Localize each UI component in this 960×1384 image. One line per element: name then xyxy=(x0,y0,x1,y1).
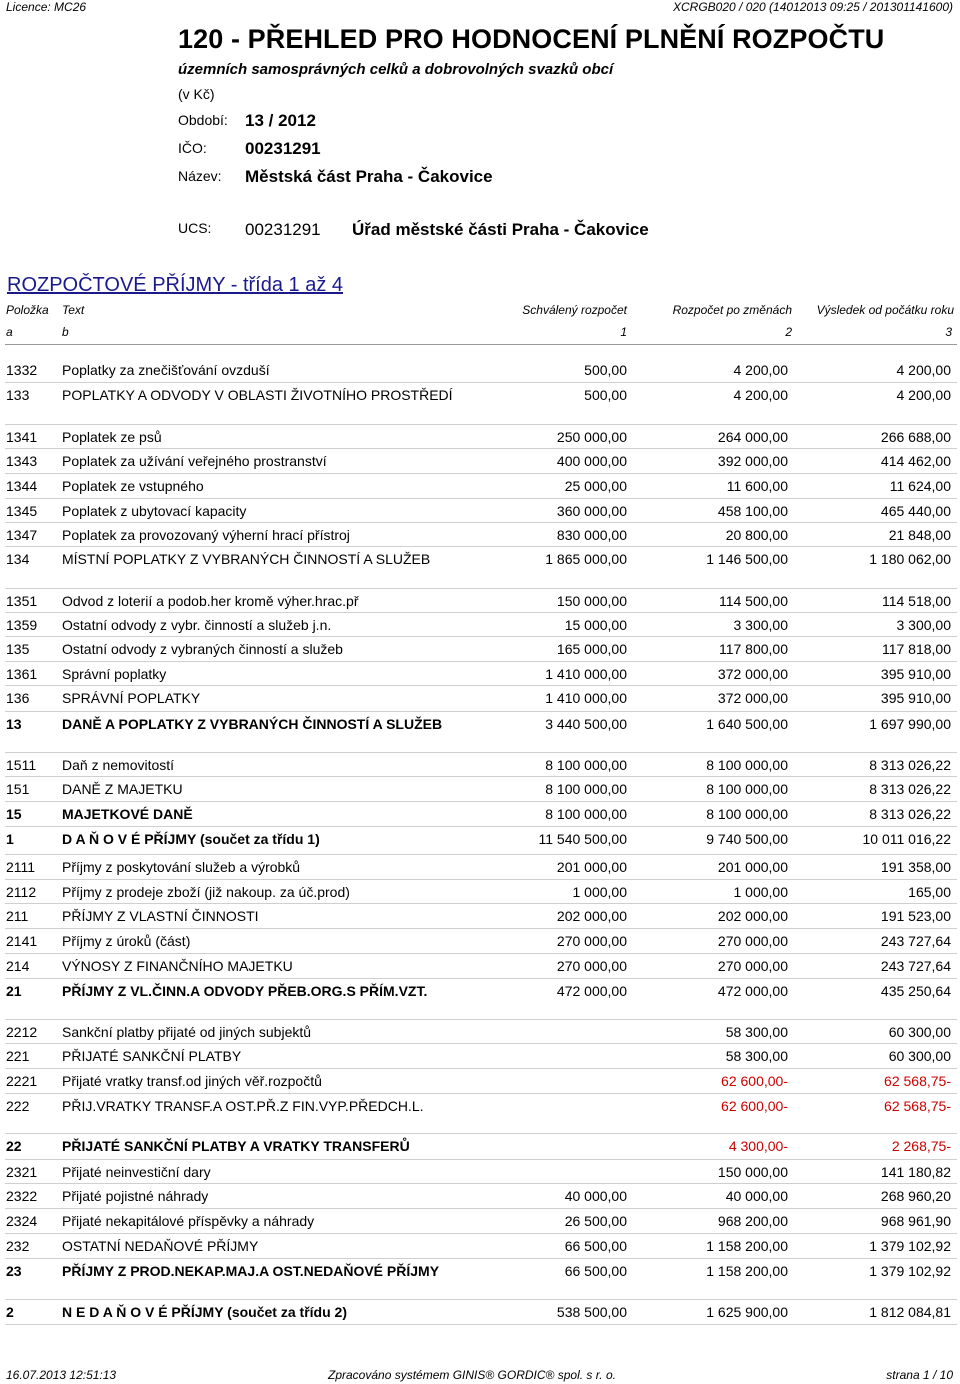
row-divider xyxy=(5,953,957,954)
footer-system: Zpracováno systémem GINIS® GORDIC® spol. s r. o. xyxy=(328,1368,616,1382)
row-result: 243 727,64 xyxy=(880,958,951,974)
row-code: 1345 xyxy=(6,503,38,519)
row-divider xyxy=(5,661,957,662)
row-adjusted: 4 300,00- xyxy=(728,1138,788,1154)
row-divider xyxy=(5,473,957,474)
row-divider xyxy=(5,1258,957,1259)
row-approved: 472 000,00 xyxy=(556,983,627,999)
row-text: Přijaté neinvestiční dary xyxy=(62,1164,211,1180)
row-text: PŘÍJMY Z PROD.NEKAP.MAJ.A OST.NEDAŇOVÉ PŘÍJMY xyxy=(62,1263,440,1279)
row-text: Poplatek ze vstupného xyxy=(62,478,204,494)
row-approved: 1 410 000,00 xyxy=(545,666,627,682)
row-adjusted: 202 000,00 xyxy=(717,908,788,924)
row-divider xyxy=(5,448,957,449)
row-divider xyxy=(5,546,957,547)
row-approved: 538 500,00 xyxy=(556,1304,627,1320)
row-text: Poplatek za provozovaný výherní hrací přístroj xyxy=(62,527,350,543)
ucs-name: Úřad městské části Praha - Čakovice xyxy=(352,220,649,239)
row-adjusted: 372 000,00 xyxy=(717,666,788,682)
row-text: Správní poplatky xyxy=(62,666,167,682)
row-approved: 8 100 000,00 xyxy=(545,757,627,773)
row-code: 23 xyxy=(6,1263,22,1279)
row-text: POPLATKY A ODVODY V OBLASTI ŽIVOTNÍHO PROSTŘEDÍ xyxy=(62,387,453,403)
row-result: 4 200,00 xyxy=(896,362,951,378)
row-divider xyxy=(5,1208,957,1209)
row-approved: 40 000,00 xyxy=(564,1188,627,1204)
row-result: 1 379 102,92 xyxy=(869,1238,951,1254)
row-code: 1332 xyxy=(6,362,38,378)
row-code: 2111 xyxy=(6,859,36,875)
row-result: 2 268,75- xyxy=(891,1138,951,1154)
row-approved: 66 500,00 xyxy=(564,1263,627,1279)
row-approved: 500,00 xyxy=(584,387,627,403)
row-text: Poplatek z ubytovací kapacity xyxy=(62,503,247,519)
row-divider xyxy=(5,1019,957,1020)
col-3: 3 xyxy=(945,325,952,339)
row-adjusted: 58 300,00 xyxy=(725,1024,788,1040)
row-result: 114 518,00 xyxy=(881,593,951,609)
row-result: 62 568,75- xyxy=(884,1073,951,1089)
section-title: ROZPOČTOVÉ PŘÍJMY - třída 1 až 4 xyxy=(7,274,344,296)
row-result: 266 688,00 xyxy=(880,429,951,445)
row-approved: 11 540 500,00 xyxy=(538,831,627,847)
row-divider xyxy=(5,801,957,802)
row-divider xyxy=(5,854,957,855)
footer-date: 16.07.2013 12:51:13 xyxy=(6,1368,117,1382)
row-code: 232 xyxy=(6,1238,30,1254)
row-divider xyxy=(5,752,957,753)
row-text: Ostatní odvody z vybr. činností a služeb j.n. xyxy=(62,617,332,633)
row-divider xyxy=(5,522,957,523)
row-text: MÍSTNÍ POPLATKY Z VYBRANÝCH ČINNOSTÍ A SLUŽEB xyxy=(62,551,431,567)
row-adjusted: 1 158 200,00 xyxy=(706,1263,788,1279)
row-approved: 1 410 000,00 xyxy=(545,690,627,706)
row-code: 2212 xyxy=(6,1024,38,1040)
col-1: 1 xyxy=(620,325,627,339)
row-adjusted: 8 100 000,00 xyxy=(706,757,788,773)
row-code: 1 xyxy=(6,831,14,847)
row-text: PŘIJATÉ SANKČNÍ PLATBY A VRATKY TRANSFERŮ xyxy=(62,1138,410,1154)
row-adjusted: 4 200,00 xyxy=(733,362,788,378)
row-code: 222 xyxy=(6,1098,30,1114)
row-result: 165,00 xyxy=(908,884,951,900)
row-code: 13 xyxy=(6,716,22,732)
row-divider xyxy=(5,1299,957,1300)
row-result: 117 818,00 xyxy=(881,641,951,657)
col-vysledek: Výsledek od počátku roku xyxy=(816,303,954,317)
row-divider xyxy=(5,776,957,777)
row-approved: 3 440 500,00 xyxy=(545,716,627,732)
currency-unit: (v Kč) xyxy=(178,86,215,102)
row-adjusted: 270 000,00 xyxy=(717,958,788,974)
row-approved: 270 000,00 xyxy=(556,933,627,949)
row-text: SPRÁVNÍ POPLATKY xyxy=(62,690,201,706)
licence-label: Licence: MC26 xyxy=(6,0,87,14)
row-text: Poplatek za užívání veřejného prostranství xyxy=(62,453,327,469)
row-result: 1 812 084,81 xyxy=(869,1304,951,1320)
row-approved: 1 865 000,00 xyxy=(545,551,627,567)
row-adjusted: 458 100,00 xyxy=(717,503,788,519)
row-adjusted: 8 100 000,00 xyxy=(706,806,788,822)
row-result: 968 961,90 xyxy=(880,1213,951,1229)
row-result: 1 180 062,00 xyxy=(869,551,951,567)
row-result: 465 440,00 xyxy=(880,503,951,519)
row-text: PŘÍJMY Z VL.ČINN.A ODVODY PŘEB.ORG.S PŘÍM.VZT. xyxy=(62,983,428,999)
row-divider xyxy=(5,711,957,712)
row-result: 21 848,00 xyxy=(888,527,951,543)
row-code: 2321 xyxy=(6,1164,38,1180)
row-adjusted: 1 146 500,00 xyxy=(706,551,788,567)
row-code: 214 xyxy=(6,958,30,974)
row-result: 8 313 026,22 xyxy=(869,806,951,822)
row-result: 414 462,00 xyxy=(880,453,951,469)
row-adjusted: 8 100 000,00 xyxy=(706,781,788,797)
row-adjusted: 114 500,00 xyxy=(718,593,788,609)
row-result: 268 960,20 xyxy=(880,1188,951,1204)
row-result: 1 697 990,00 xyxy=(869,716,951,732)
row-result: 8 313 026,22 xyxy=(869,781,951,797)
row-divider xyxy=(5,826,957,827)
row-text: DANĚ A POPLATKY Z VYBRANÝCH ČINNOSTÍ A SLUŽEB xyxy=(62,716,443,732)
row-approved: 15 000,00 xyxy=(564,617,627,633)
row-code: 1511 xyxy=(6,757,37,773)
row-code: 221 xyxy=(6,1048,30,1064)
row-divider xyxy=(5,1133,957,1134)
row-divider xyxy=(5,1068,957,1069)
row-divider xyxy=(5,1324,957,1325)
row-approved: 400 000,00 xyxy=(556,453,627,469)
row-divider xyxy=(5,424,957,425)
ucs-code: 00231291 xyxy=(245,220,321,239)
row-text: Přijaté vratky transf.od jiných věř.rozpočtů xyxy=(62,1073,322,1089)
ucs-label: UCS: xyxy=(178,220,212,236)
row-result: 8 313 026,22 xyxy=(869,757,951,773)
row-divider xyxy=(5,1233,957,1234)
col-2: 2 xyxy=(785,325,792,339)
row-result: 4 200,00 xyxy=(896,387,951,403)
row-code: 1351 xyxy=(6,593,38,609)
row-adjusted: 62 600,00- xyxy=(721,1098,788,1114)
col-a: a xyxy=(6,325,13,339)
row-approved: 202 000,00 xyxy=(556,908,627,924)
row-text: Přijaté nekapitálové příspěvky a náhrady xyxy=(62,1213,315,1229)
row-divider xyxy=(5,685,957,686)
row-code: 21 xyxy=(6,983,22,999)
row-code: 15 xyxy=(6,806,22,822)
row-adjusted: 1 625 900,00 xyxy=(706,1304,788,1320)
row-divider xyxy=(5,928,957,929)
row-text: N E D A Ň O V É PŘÍJMY (součet za třídu 2) xyxy=(62,1304,347,1320)
row-adjusted: 9 740 500,00 xyxy=(706,831,788,847)
col-b: b xyxy=(62,325,69,339)
row-result: 10 011 016,22 xyxy=(862,831,951,847)
row-approved: 201 000,00 xyxy=(556,859,627,875)
report-title: 120 - PŘEHLED PRO HODNOCENÍ PLNĚNÍ ROZPOČTU xyxy=(178,24,885,54)
row-approved: 270 000,00 xyxy=(556,958,627,974)
row-adjusted: 968 200,00 xyxy=(717,1213,788,1229)
row-code: 2112 xyxy=(6,884,37,900)
row-code: 1347 xyxy=(6,527,38,543)
row-code: 2324 xyxy=(6,1213,38,1229)
ico-label: IČO: xyxy=(178,140,207,156)
row-approved: 1 000,00 xyxy=(572,884,627,900)
row-approved: 150 000,00 xyxy=(556,593,627,609)
row-code: 1343 xyxy=(6,453,38,469)
row-result: 60 300,00 xyxy=(888,1024,951,1040)
row-code: 1341 xyxy=(6,429,38,445)
row-code: 134 xyxy=(6,551,30,567)
row-code: 136 xyxy=(6,690,30,706)
row-code: 1361 xyxy=(6,666,38,682)
row-result: 243 727,64 xyxy=(880,933,951,949)
row-divider xyxy=(5,382,957,383)
row-approved: 360 000,00 xyxy=(556,503,627,519)
row-code: 133 xyxy=(6,387,30,403)
row-approved: 250 000,00 xyxy=(556,429,627,445)
col-text: Text xyxy=(62,303,85,317)
row-result: 3 300,00 xyxy=(896,617,951,633)
row-adjusted: 62 600,00- xyxy=(721,1073,788,1089)
row-code: 1359 xyxy=(6,617,38,633)
row-adjusted: 4 200,00 xyxy=(733,387,788,403)
row-result: 191 523,00 xyxy=(880,908,951,924)
row-code: 135 xyxy=(6,641,30,657)
row-text: DANĚ Z MAJETKU xyxy=(62,781,183,797)
row-text: PŘÍJMY Z VLASTNÍ ČINNOSTI xyxy=(62,908,259,924)
period-label: Období: xyxy=(178,112,228,128)
row-text: Příjmy z poskytování služeb a výrobků xyxy=(62,859,301,875)
row-text: MAJETKOVÉ DANĚ xyxy=(62,806,193,822)
row-code: 151 xyxy=(6,781,30,797)
row-approved: 8 100 000,00 xyxy=(545,781,627,797)
row-approved: 66 500,00 xyxy=(564,1238,627,1254)
row-result: 1 379 102,92 xyxy=(869,1263,951,1279)
report-code: XCRGB020 / 020 (14012013 09:25 / 201301141600) xyxy=(673,0,953,14)
col-po-zmenach: Rozpočet po změnách xyxy=(672,303,792,317)
name-label: Název: xyxy=(178,168,222,184)
row-code: 22 xyxy=(6,1138,22,1154)
row-text: Příjmy z prodeje zboží (již nakoup. za úč.prod) xyxy=(62,884,350,900)
row-result: 62 568,75- xyxy=(884,1098,951,1114)
row-adjusted: 472 000,00 xyxy=(717,983,788,999)
row-text: Odvod z loterií a podob.her kromě výher.hrac.př xyxy=(62,593,359,609)
row-text: Přijaté pojistné náhrady xyxy=(62,1188,209,1204)
row-code: 2221 xyxy=(6,1073,38,1089)
row-code: 2141 xyxy=(6,933,38,949)
row-approved: 26 500,00 xyxy=(564,1213,627,1229)
row-text: Poplatek ze psů xyxy=(62,429,162,445)
row-approved: 8 100 000,00 xyxy=(545,806,627,822)
row-divider xyxy=(5,498,957,499)
row-adjusted: 270 000,00 xyxy=(717,933,788,949)
row-adjusted: 1 640 500,00 xyxy=(706,716,788,732)
row-adjusted: 150 000,00 xyxy=(717,1164,788,1180)
row-approved: 500,00 xyxy=(584,362,627,378)
row-text: VÝNOSY Z FINANČNÍHO MAJETKU xyxy=(62,958,293,974)
row-text: PŘIJATÉ SANKČNÍ PLATBY xyxy=(62,1048,242,1064)
row-adjusted: 1 000,00 xyxy=(733,884,788,900)
row-text: Daň z nemovitostí xyxy=(62,757,175,773)
header-divider xyxy=(5,344,957,345)
period-value: 13 / 2012 xyxy=(245,111,316,130)
row-divider xyxy=(5,588,957,589)
row-adjusted: 20 800,00 xyxy=(725,527,788,543)
row-result: 435 250,64 xyxy=(880,983,951,999)
row-code: 2322 xyxy=(6,1188,38,1204)
row-result: 395 910,00 xyxy=(880,690,951,706)
row-divider xyxy=(5,1183,957,1184)
row-result: 60 300,00 xyxy=(888,1048,951,1064)
row-adjusted: 11 600,00 xyxy=(726,478,788,494)
row-approved: 25 000,00 xyxy=(564,478,627,494)
row-text: Ostatní odvody z vybraných činností a služeb xyxy=(62,641,343,657)
row-adjusted: 40 000,00 xyxy=(725,1188,788,1204)
row-divider xyxy=(5,879,957,880)
row-adjusted: 117 800,00 xyxy=(718,641,788,657)
row-divider xyxy=(5,1159,957,1160)
row-result: 141 180,82 xyxy=(880,1164,951,1180)
row-adjusted: 1 158 200,00 xyxy=(706,1238,788,1254)
col-polozka: Položka xyxy=(6,303,49,317)
row-divider xyxy=(5,636,957,637)
row-divider xyxy=(5,903,957,904)
row-text: Poplatky za znečišťování ovzduší xyxy=(62,362,270,378)
row-text: PŘIJ.VRATKY TRANSF.A OST.PŘ.Z FIN.VYP.PŘEDCH.L. xyxy=(62,1098,424,1114)
report-subtitle: územních samosprávných celků a dobrovolných svazků obcí xyxy=(178,61,614,78)
row-text: Sankční platby přijaté od jiných subjektů xyxy=(62,1024,312,1040)
row-code: 211 xyxy=(6,908,29,924)
name-value: Městská část Praha - Čakovice xyxy=(245,167,493,186)
row-adjusted: 264 000,00 xyxy=(717,429,788,445)
row-approved: 830 000,00 xyxy=(556,527,627,543)
row-divider xyxy=(5,978,957,979)
row-divider xyxy=(5,1093,957,1094)
row-code: 1344 xyxy=(6,478,38,494)
row-adjusted: 58 300,00 xyxy=(725,1048,788,1064)
row-adjusted: 372 000,00 xyxy=(717,690,788,706)
row-code: 2 xyxy=(6,1304,14,1320)
row-adjusted: 201 000,00 xyxy=(717,859,788,875)
ico-value: 00231291 xyxy=(245,139,321,158)
row-result: 395 910,00 xyxy=(880,666,951,682)
row-result: 191 358,00 xyxy=(880,859,951,875)
footer-page: strana 1 / 10 xyxy=(886,1368,953,1382)
row-text: D A Ň O V É PŘÍJMY (součet za třídu 1) xyxy=(62,831,320,847)
col-schvaleny: Schválený rozpočet xyxy=(522,303,627,317)
row-divider xyxy=(5,1043,957,1044)
row-divider xyxy=(5,612,957,613)
row-approved: 165 000,00 xyxy=(556,641,627,657)
row-text: Příjmy z úroků (část) xyxy=(62,933,191,949)
row-adjusted: 3 300,00 xyxy=(733,617,788,633)
row-text: OSTATNÍ NEDAŇOVÉ PŘÍJMY xyxy=(62,1238,259,1254)
row-adjusted: 392 000,00 xyxy=(717,453,788,469)
row-result: 11 624,00 xyxy=(889,478,951,494)
